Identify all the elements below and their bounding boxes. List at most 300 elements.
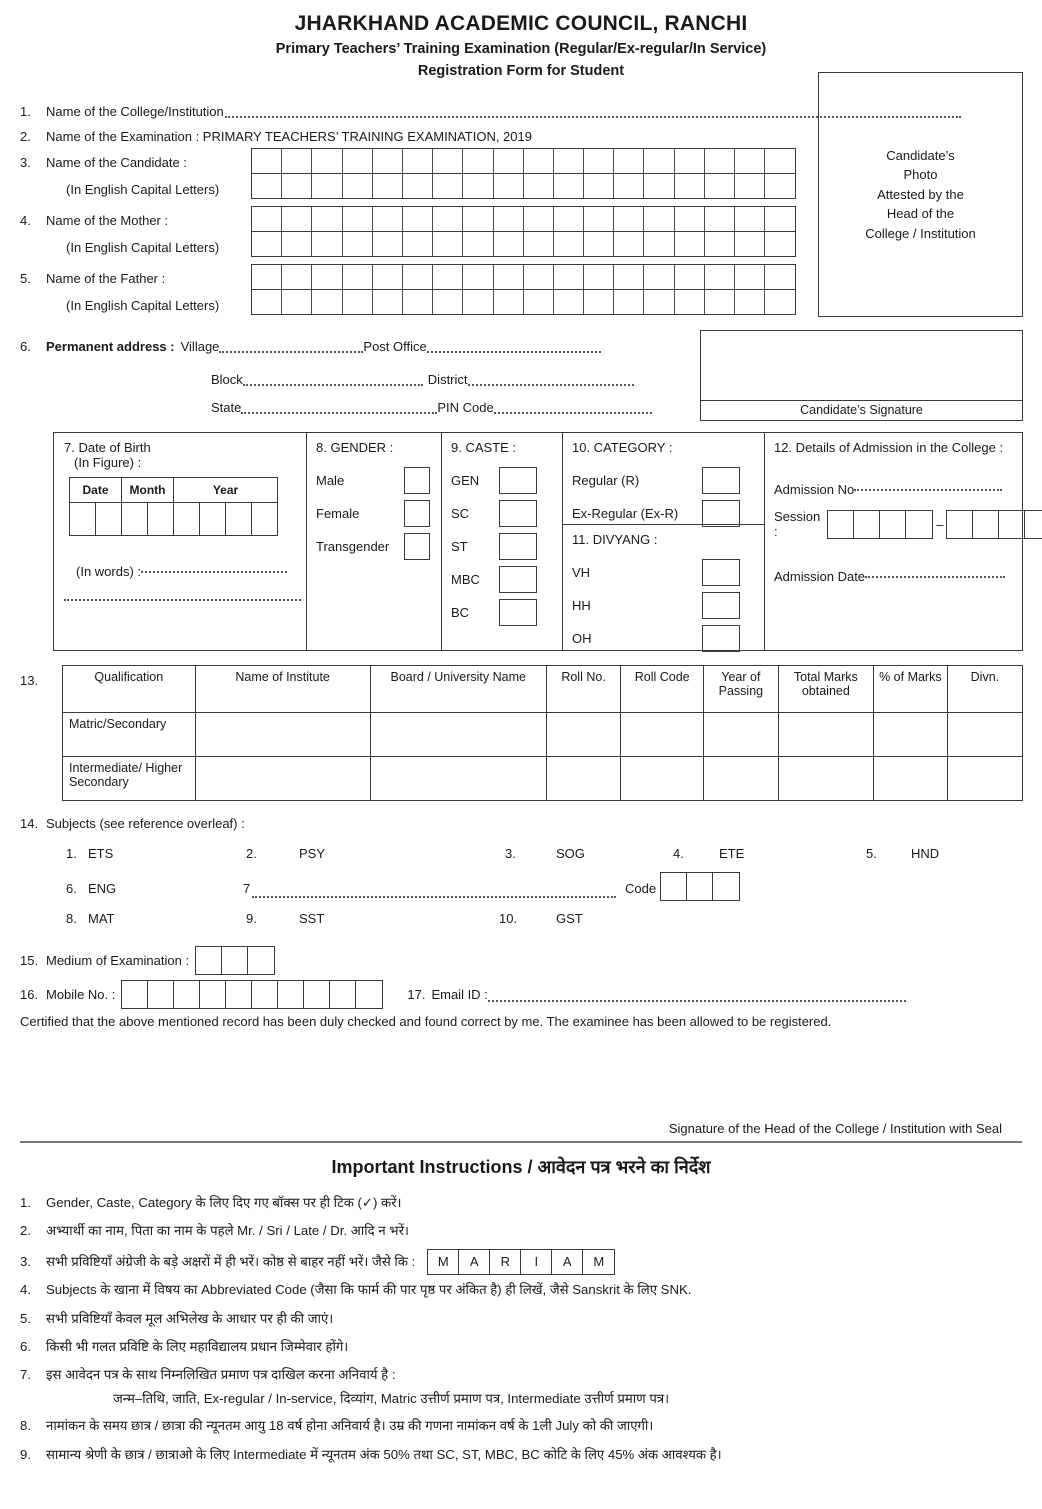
medium-box[interactable] bbox=[222, 947, 248, 974]
mobile-digit-box[interactable] bbox=[122, 981, 148, 1008]
character-box[interactable] bbox=[463, 265, 493, 289]
subject-10-code: GST bbox=[556, 911, 583, 926]
qual-row-intermediate-roll-no[interactable] bbox=[546, 757, 621, 801]
category-block bbox=[572, 440, 758, 527]
block-input[interactable] bbox=[243, 372, 423, 386]
qual-row-intermediate-year[interactable] bbox=[703, 757, 778, 801]
gender-checkbox-transgender[interactable] bbox=[404, 533, 430, 560]
character-box[interactable] bbox=[343, 174, 373, 198]
qual-header-roll-code: Roll Code bbox=[621, 666, 704, 713]
divyang-checkbox-hh[interactable] bbox=[702, 592, 740, 619]
subject-4-code: ETE bbox=[719, 846, 745, 861]
field-medium-of-examination bbox=[0, 946, 275, 975]
instruction-7-number: 7. bbox=[20, 1367, 31, 1382]
character-box[interactable] bbox=[584, 290, 614, 314]
mother-name-boxes[interactable] bbox=[251, 206, 796, 257]
qual-row-matric-year[interactable] bbox=[703, 713, 778, 757]
gender-checkbox-male[interactable] bbox=[404, 467, 430, 494]
college-name-input[interactable] bbox=[225, 104, 961, 118]
photo-line-2: Photo bbox=[903, 167, 938, 183]
mobile-digit-box[interactable] bbox=[304, 981, 330, 1008]
mobile-number-boxes[interactable] bbox=[121, 980, 383, 1009]
character-box[interactable] bbox=[524, 290, 554, 314]
subject-7-input[interactable] bbox=[252, 884, 616, 898]
character-box[interactable] bbox=[494, 207, 524, 231]
character-box[interactable] bbox=[494, 265, 524, 289]
character-box[interactable] bbox=[373, 207, 403, 231]
character-box[interactable] bbox=[705, 149, 735, 173]
character-box[interactable] bbox=[705, 207, 735, 231]
caste-option-bc[interactable] bbox=[451, 599, 557, 626]
character-box[interactable] bbox=[644, 174, 674, 198]
divider-dob-gender bbox=[306, 433, 307, 650]
character-box-row[interactable] bbox=[252, 289, 795, 314]
mobile-digit-box[interactable] bbox=[278, 981, 304, 1008]
mother-name-label: Name of the Mother : bbox=[46, 213, 169, 228]
dob-date-cell[interactable] bbox=[70, 503, 96, 536]
character-box[interactable] bbox=[765, 174, 795, 198]
subject-8-code: MAT bbox=[88, 911, 115, 926]
session-start-boxes[interactable] bbox=[827, 510, 933, 539]
qual-row-intermediate-institute[interactable] bbox=[195, 757, 370, 801]
session-end-box[interactable] bbox=[947, 511, 973, 538]
dob-in-words-input-2[interactable] bbox=[64, 587, 301, 601]
instruction-item-6 bbox=[0, 1338, 348, 1356]
field-1-label: Name of the College/Institution bbox=[46, 104, 224, 119]
character-box[interactable] bbox=[644, 149, 674, 173]
mobile-digit-box[interactable] bbox=[148, 981, 174, 1008]
example-letter-box: M bbox=[593, 1254, 605, 1269]
caste-option-mbc[interactable] bbox=[451, 566, 557, 593]
character-box[interactable] bbox=[675, 207, 705, 231]
divyang-checkbox-oh[interactable] bbox=[702, 625, 740, 652]
dob-month-cell[interactable] bbox=[122, 503, 148, 536]
instruction-item-5 bbox=[0, 1310, 333, 1328]
character-box[interactable] bbox=[705, 265, 735, 289]
character-box[interactable] bbox=[494, 232, 524, 256]
gender-option-male[interactable] bbox=[316, 467, 436, 494]
dob-title: 7. Date of Birth bbox=[64, 440, 151, 455]
character-box[interactable] bbox=[403, 207, 433, 231]
district-input[interactable] bbox=[468, 372, 634, 386]
character-box[interactable] bbox=[675, 149, 705, 173]
dob-in-words-label: (In words) : bbox=[76, 564, 142, 579]
admission-no-input[interactable] bbox=[854, 477, 1002, 491]
character-box[interactable] bbox=[463, 207, 493, 231]
character-box[interactable] bbox=[584, 265, 614, 289]
character-box[interactable] bbox=[343, 290, 373, 314]
qual-row-intermediate-percent[interactable] bbox=[873, 757, 947, 801]
dob-input-row[interactable] bbox=[70, 503, 278, 536]
character-box[interactable] bbox=[403, 265, 433, 289]
character-box[interactable] bbox=[675, 232, 705, 256]
character-box[interactable] bbox=[403, 232, 433, 256]
field-17-number: 17. bbox=[407, 987, 426, 1002]
character-box[interactable] bbox=[524, 265, 554, 289]
field-father-name-label bbox=[0, 271, 165, 286]
subject-code-boxes[interactable] bbox=[660, 872, 740, 901]
qual-row-matric-institute[interactable] bbox=[195, 713, 370, 757]
character-box-row[interactable] bbox=[252, 149, 795, 173]
dob-year-cell[interactable] bbox=[252, 503, 278, 536]
admission-no-row bbox=[774, 477, 1014, 497]
character-box[interactable] bbox=[614, 207, 644, 231]
instruction-item-7 bbox=[0, 1366, 396, 1384]
example-letter-box: R bbox=[490, 1250, 521, 1274]
character-box[interactable] bbox=[675, 174, 705, 198]
character-box[interactable] bbox=[735, 149, 765, 173]
character-box[interactable] bbox=[433, 290, 463, 314]
character-box[interactable] bbox=[252, 149, 282, 173]
character-box[interactable] bbox=[765, 265, 795, 289]
category-checkbox-regular[interactable] bbox=[702, 467, 740, 494]
divyang-label-vh: VH bbox=[572, 565, 591, 580]
character-box[interactable] bbox=[312, 207, 342, 231]
caste-checkbox-bc[interactable] bbox=[499, 599, 537, 626]
character-box-row[interactable] bbox=[252, 173, 795, 198]
character-box[interactable] bbox=[494, 149, 524, 173]
character-box[interactable] bbox=[282, 290, 312, 314]
character-box[interactable] bbox=[614, 232, 644, 256]
caste-option-gen[interactable] bbox=[451, 467, 557, 494]
instruction-item-1 bbox=[0, 1194, 402, 1212]
gender-block bbox=[316, 440, 436, 560]
character-box[interactable] bbox=[403, 290, 433, 314]
character-box[interactable] bbox=[524, 207, 554, 231]
dob-in-words-input-1[interactable] bbox=[141, 559, 287, 573]
character-box[interactable] bbox=[675, 265, 705, 289]
character-box[interactable] bbox=[765, 290, 795, 314]
caste-checkbox-sc[interactable] bbox=[499, 500, 537, 527]
mobile-digit-box[interactable] bbox=[330, 981, 356, 1008]
character-box[interactable] bbox=[403, 149, 433, 173]
candidate-signature-caption: Candidate’s Signature bbox=[700, 400, 1023, 421]
form-header bbox=[0, 0, 1042, 79]
character-box[interactable] bbox=[524, 232, 554, 256]
character-box[interactable] bbox=[644, 265, 674, 289]
dob-month-cell[interactable] bbox=[148, 503, 174, 536]
character-box[interactable] bbox=[494, 290, 524, 314]
character-box[interactable] bbox=[252, 232, 282, 256]
mobile-digit-box[interactable] bbox=[200, 981, 226, 1008]
qual-row-matric-total-marks[interactable] bbox=[778, 713, 873, 757]
session-end-boxes[interactable] bbox=[946, 510, 1042, 539]
qual-row-intermediate-total-marks[interactable] bbox=[778, 757, 873, 801]
character-box[interactable] bbox=[282, 174, 312, 198]
character-box[interactable] bbox=[554, 207, 584, 231]
character-box-row[interactable] bbox=[252, 207, 795, 231]
character-box[interactable] bbox=[312, 290, 342, 314]
divyang-block bbox=[572, 532, 758, 652]
character-box[interactable] bbox=[463, 290, 493, 314]
qual-row-intermediate-roll-code[interactable] bbox=[621, 757, 704, 801]
subject-1-code: ETS bbox=[88, 846, 114, 861]
character-box[interactable] bbox=[584, 232, 614, 256]
character-box[interactable] bbox=[554, 174, 584, 198]
divider-caste-category bbox=[562, 433, 563, 650]
character-box[interactable] bbox=[644, 290, 674, 314]
subject-code-box[interactable] bbox=[687, 873, 713, 900]
character-box[interactable] bbox=[433, 265, 463, 289]
subject-4-number: 4. bbox=[673, 846, 684, 861]
character-box[interactable] bbox=[252, 174, 282, 198]
character-box[interactable] bbox=[463, 149, 493, 173]
character-box[interactable] bbox=[252, 290, 282, 314]
dob-year-cell[interactable] bbox=[226, 503, 252, 536]
subject-7-number: 7 bbox=[243, 881, 251, 896]
medium-boxes[interactable] bbox=[195, 946, 275, 975]
state-label: State bbox=[211, 400, 242, 415]
character-box[interactable] bbox=[403, 174, 433, 198]
character-box[interactable] bbox=[735, 232, 765, 256]
caste-option-st[interactable] bbox=[451, 533, 557, 560]
gender-option-transgender[interactable] bbox=[316, 533, 436, 560]
character-box[interactable] bbox=[675, 290, 705, 314]
character-box[interactable] bbox=[765, 232, 795, 256]
session-row bbox=[774, 509, 1014, 539]
instruction-6-number: 6. bbox=[20, 1339, 31, 1354]
character-box[interactable] bbox=[312, 232, 342, 256]
qual-row-intermediate-board[interactable] bbox=[370, 757, 546, 801]
character-box[interactable] bbox=[735, 174, 765, 198]
character-box[interactable] bbox=[282, 265, 312, 289]
character-box[interactable] bbox=[373, 149, 403, 173]
instruction-5-number: 5. bbox=[20, 1311, 31, 1326]
qual-row-matric-percent[interactable] bbox=[873, 713, 947, 757]
instruction-4-text: Subjects के खाना में विषय का Abbreviated Code (जैसा कि फार्म की पार पृष्ठ पर अंकित है) ही लिखें, जैसे Sanskrit के लिए SNK. bbox=[46, 1282, 692, 1297]
character-box-row[interactable] bbox=[252, 265, 795, 289]
character-box[interactable] bbox=[373, 265, 403, 289]
session-start-box[interactable] bbox=[906, 511, 932, 538]
qual-row-intermediate-division[interactable] bbox=[947, 757, 1022, 801]
divider-category-admission bbox=[764, 433, 765, 650]
subject-5-number: 5. bbox=[866, 846, 877, 861]
caste-checkbox-st[interactable] bbox=[499, 533, 537, 560]
character-box[interactable] bbox=[735, 207, 765, 231]
qual-header-board: Board / University Name bbox=[370, 666, 546, 713]
character-box[interactable] bbox=[554, 265, 584, 289]
character-box[interactable] bbox=[312, 149, 342, 173]
character-box[interactable] bbox=[524, 149, 554, 173]
examination-subtitle: Primary Teachers’ Training Examination (Regular/Ex-regular/In Service) bbox=[275, 41, 767, 58]
subject-10-number: 10. bbox=[499, 911, 518, 926]
qual-row-matric-board[interactable] bbox=[370, 713, 546, 757]
candidate-name-sub bbox=[66, 182, 219, 197]
email-label: Email ID : bbox=[431, 987, 488, 1002]
character-box[interactable] bbox=[584, 207, 614, 231]
address-line-state-pin bbox=[211, 400, 652, 415]
character-box[interactable] bbox=[735, 265, 765, 289]
dob-year-cell[interactable] bbox=[200, 503, 226, 536]
mother-name-sub bbox=[66, 240, 219, 255]
category-label-ex-regular: Ex-Regular (Ex-R) bbox=[572, 506, 679, 521]
qual-header-qualification: Qualification bbox=[63, 666, 196, 713]
candidate-name-boxes[interactable] bbox=[251, 148, 796, 199]
character-box[interactable] bbox=[705, 290, 735, 314]
character-box[interactable] bbox=[554, 290, 584, 314]
subject-code-box[interactable] bbox=[661, 873, 687, 900]
character-box-row[interactable] bbox=[252, 231, 795, 256]
post-office-input[interactable] bbox=[427, 339, 601, 353]
character-box[interactable] bbox=[343, 149, 373, 173]
subject-code-box[interactable] bbox=[713, 873, 739, 900]
admission-date-label: Admission Date bbox=[774, 569, 866, 584]
village-input[interactable] bbox=[219, 339, 363, 353]
subject-1-number: 1. bbox=[66, 846, 77, 861]
caste-checkbox-gen[interactable] bbox=[499, 467, 537, 494]
session-end-box[interactable] bbox=[1025, 511, 1042, 538]
state-input[interactable] bbox=[241, 400, 437, 414]
divyang-option-vh[interactable] bbox=[572, 559, 758, 586]
mobile-digit-box[interactable] bbox=[174, 981, 200, 1008]
character-box[interactable] bbox=[584, 149, 614, 173]
character-box[interactable] bbox=[765, 207, 795, 231]
character-box[interactable] bbox=[614, 174, 644, 198]
character-box[interactable] bbox=[524, 174, 554, 198]
category-option-ex-regular[interactable] bbox=[572, 500, 758, 527]
character-box[interactable] bbox=[433, 174, 463, 198]
character-box[interactable] bbox=[614, 290, 644, 314]
gender-checkbox-female[interactable] bbox=[404, 500, 430, 527]
character-box[interactable] bbox=[705, 232, 735, 256]
session-end-box[interactable] bbox=[999, 511, 1025, 538]
qual-header-roll-no: Roll No. bbox=[546, 666, 621, 713]
field-16-number: 16. bbox=[20, 987, 39, 1002]
address-line-block-district bbox=[211, 372, 634, 387]
field-mobile-and-email bbox=[0, 980, 906, 1009]
character-box[interactable] bbox=[312, 265, 342, 289]
mobile-digit-box[interactable] bbox=[252, 981, 278, 1008]
instruction-1-number: 1. bbox=[20, 1195, 31, 1210]
character-box[interactable] bbox=[282, 149, 312, 173]
category-checkbox-ex-regular[interactable] bbox=[702, 500, 740, 527]
qual-row-matric-roll-no[interactable] bbox=[546, 713, 621, 757]
field-4-number: 4. bbox=[20, 213, 31, 228]
pin-code-input[interactable] bbox=[494, 400, 652, 414]
instruction-7-subtext: जन्म–तिथि, जाति, Ex-regular / In-service, दिव्यांग, Matric उत्तीर्ण प्रमाण पत्र, Intermediate उत्तीर्ण प्रमाण पत्र। bbox=[113, 1391, 670, 1406]
photo-line-5: College / Institution bbox=[865, 225, 976, 241]
village-label: Village bbox=[180, 339, 220, 354]
character-box[interactable] bbox=[282, 207, 312, 231]
father-name-sub bbox=[66, 298, 219, 313]
qual-row-matric-division[interactable] bbox=[947, 713, 1022, 757]
character-box[interactable] bbox=[373, 290, 403, 314]
character-box[interactable] bbox=[614, 265, 644, 289]
session-end-box[interactable] bbox=[973, 511, 999, 538]
mother-name-sublabel: (In English Capital Letters) bbox=[66, 240, 220, 255]
character-box[interactable] bbox=[735, 290, 765, 314]
dob-col-month: Month bbox=[122, 478, 174, 503]
character-box[interactable] bbox=[343, 232, 373, 256]
photo-line-3: Attested by the bbox=[877, 186, 964, 202]
character-box[interactable] bbox=[373, 174, 403, 198]
divyang-option-hh[interactable] bbox=[572, 592, 758, 619]
caste-label-bc: BC bbox=[451, 605, 470, 620]
dob-in-words-row-2 bbox=[64, 587, 301, 609]
session-start-box[interactable] bbox=[854, 511, 880, 538]
instruction-9-text: सामान्य श्रेणी के छात्र / छात्राओ के लिए Intermediate में न्यूनतम अंक 50% तथा SC, ST, MBC, BC कोटि के लिए 45% अंक आवश्यक है। bbox=[46, 1447, 722, 1462]
character-box[interactable] bbox=[343, 207, 373, 231]
table-row bbox=[63, 757, 1023, 801]
candidate-name-label: Name of the Candidate : bbox=[46, 155, 187, 170]
field-15-number: 15. bbox=[20, 953, 39, 968]
mobile-digit-box[interactable] bbox=[356, 981, 382, 1008]
admission-block bbox=[774, 440, 1014, 584]
field-2-label: Name of the Examination : PRIMARY TEACHERS’ TRAINING EXAMINATION, 2019 bbox=[46, 129, 532, 144]
character-box[interactable] bbox=[312, 174, 342, 198]
field-14-number: 14. bbox=[20, 816, 39, 831]
dob-year-cell[interactable] bbox=[174, 503, 200, 536]
character-box[interactable] bbox=[554, 149, 584, 173]
instruction-item-9 bbox=[0, 1446, 722, 1464]
character-box[interactable] bbox=[252, 265, 282, 289]
character-box[interactable] bbox=[494, 174, 524, 198]
caste-label-mbc: MBC bbox=[451, 572, 480, 587]
caste-checkbox-mbc[interactable] bbox=[499, 566, 537, 593]
character-box[interactable] bbox=[463, 174, 493, 198]
instruction-7-text: इस आवेदन पत्र के साथ निम्नलिखित प्रमाण पत्र दाखिल करना अनिवार्य है : bbox=[46, 1367, 396, 1382]
medium-box[interactable] bbox=[248, 947, 274, 974]
session-start-box[interactable] bbox=[828, 511, 854, 538]
caste-label-st: ST bbox=[451, 539, 468, 554]
divyang-title: 11. DIVYANG : bbox=[572, 532, 658, 547]
character-box[interactable] bbox=[343, 265, 373, 289]
father-name-boxes[interactable] bbox=[251, 264, 796, 315]
medium-box[interactable] bbox=[196, 947, 222, 974]
head-signature-label: Signature of the Head of the College / Institution with Seal bbox=[668, 1121, 1002, 1136]
dob-table[interactable] bbox=[69, 477, 278, 536]
gender-label-male: Male bbox=[316, 473, 345, 488]
caste-block bbox=[451, 440, 557, 626]
character-box[interactable] bbox=[614, 149, 644, 173]
pin-code-label: PIN Code bbox=[437, 400, 494, 415]
character-box[interactable] bbox=[463, 232, 493, 256]
subject-3-code: SOG bbox=[556, 846, 585, 861]
category-option-regular[interactable] bbox=[572, 467, 758, 494]
subject-9-code: SST bbox=[299, 911, 325, 926]
divyang-option-oh[interactable] bbox=[572, 625, 758, 652]
character-box[interactable] bbox=[644, 207, 674, 231]
mobile-digit-box[interactable] bbox=[226, 981, 252, 1008]
divyang-checkbox-vh[interactable] bbox=[702, 559, 740, 586]
admission-date-input[interactable] bbox=[865, 564, 1005, 578]
character-box[interactable] bbox=[282, 232, 312, 256]
instruction-6-text: किसी भी गलत प्रविष्टि के लिए महाविद्यालय प्रधान जिम्मेवार होंगे। bbox=[46, 1339, 349, 1354]
dob-block bbox=[64, 440, 301, 609]
father-name-label: Name of the Father : bbox=[46, 271, 166, 286]
gender-option-female[interactable] bbox=[316, 500, 436, 527]
character-box[interactable] bbox=[433, 207, 463, 231]
instruction-3-example-boxes bbox=[427, 1249, 615, 1275]
session-start-box[interactable] bbox=[880, 511, 906, 538]
dob-date-cell[interactable] bbox=[96, 503, 122, 536]
qual-row-matric-roll-code[interactable] bbox=[621, 713, 704, 757]
caste-option-sc[interactable] bbox=[451, 500, 557, 527]
email-input[interactable] bbox=[488, 988, 906, 1002]
character-box[interactable] bbox=[705, 174, 735, 198]
character-box[interactable] bbox=[644, 232, 674, 256]
character-box[interactable] bbox=[554, 232, 584, 256]
character-box[interactable] bbox=[433, 232, 463, 256]
instruction-3-number: 3. bbox=[20, 1254, 31, 1270]
character-box[interactable] bbox=[373, 232, 403, 256]
character-box[interactable] bbox=[765, 149, 795, 173]
caste-label-sc: SC bbox=[451, 506, 470, 521]
character-box[interactable] bbox=[252, 207, 282, 231]
character-box[interactable] bbox=[433, 149, 463, 173]
field-college-name bbox=[0, 104, 961, 119]
character-box[interactable] bbox=[584, 174, 614, 198]
